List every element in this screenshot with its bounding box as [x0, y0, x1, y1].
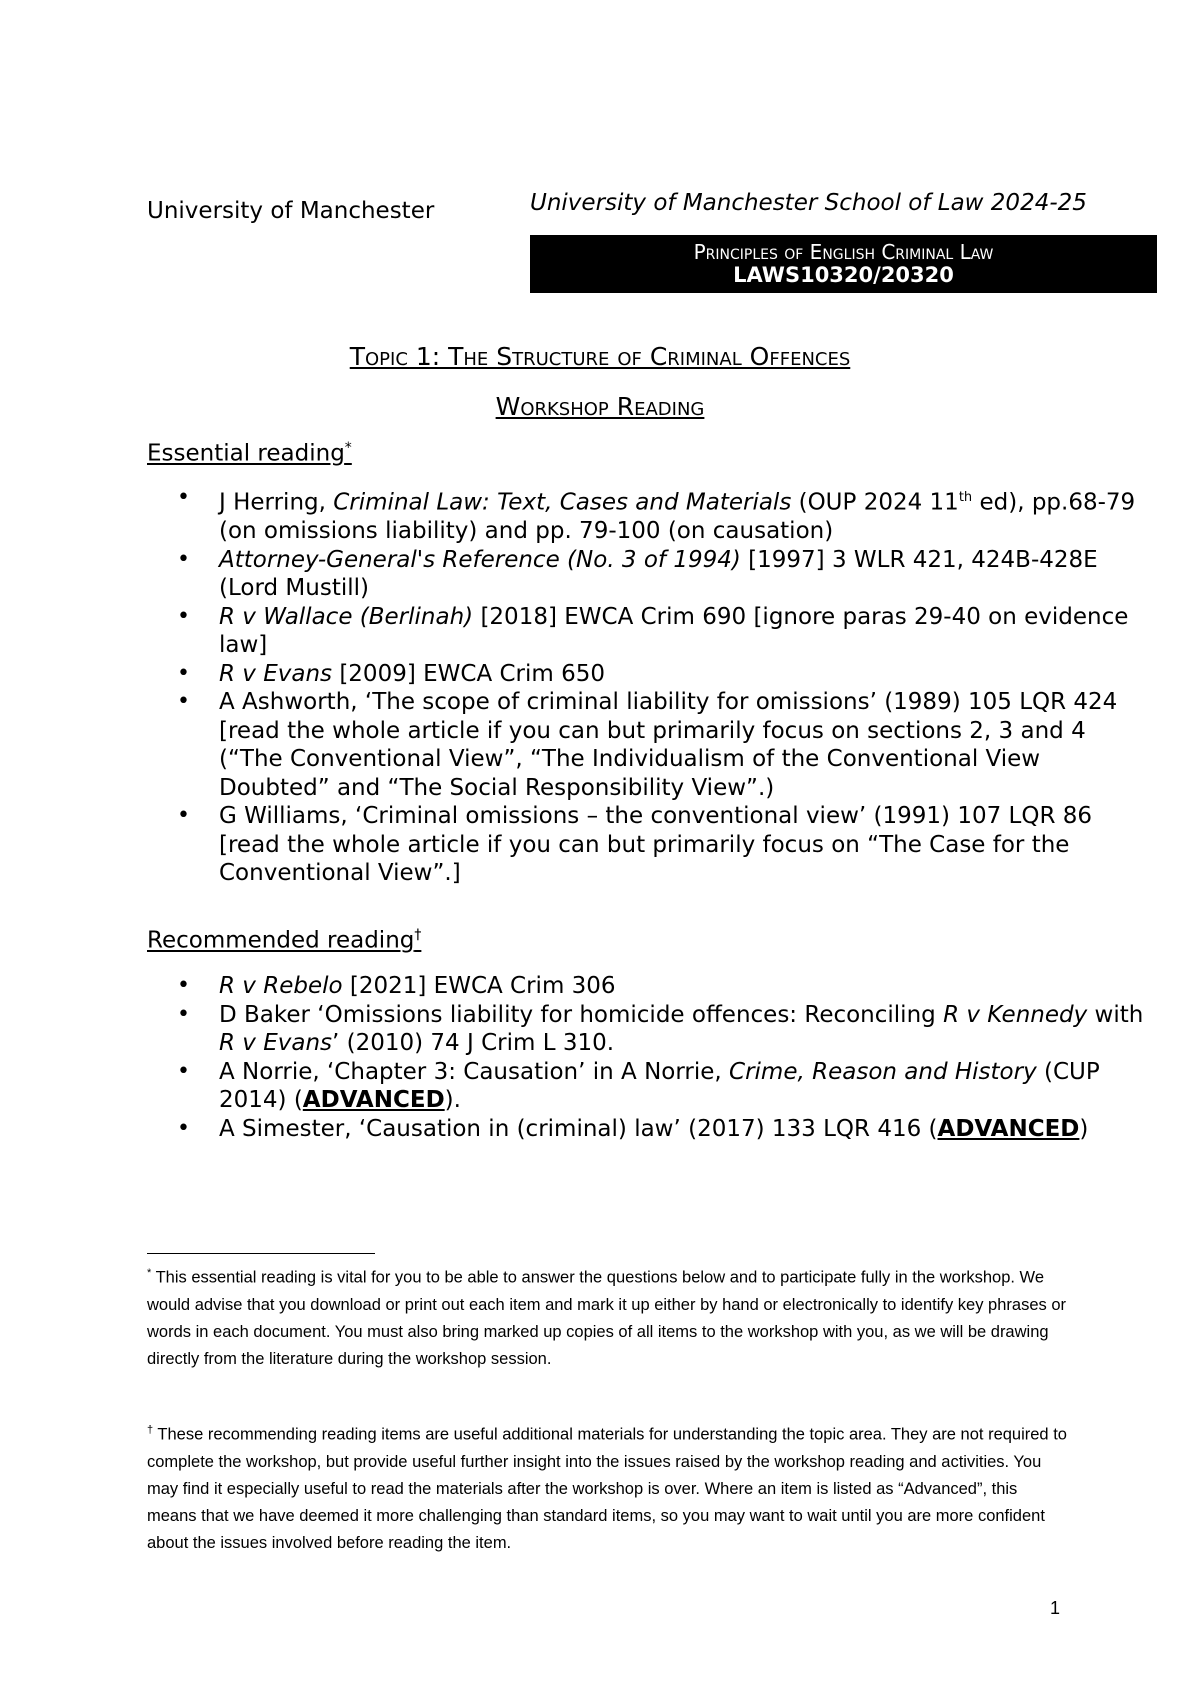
list-item: [219, 603, 1149, 660]
item-text: [2009] EWCA Crim 650: [332, 660, 606, 687]
list-item: [219, 484, 1149, 546]
item-text: D Baker ‘Omissions liability for homicide offences: Reconciling: [219, 1001, 944, 1028]
course-banner: [530, 235, 1157, 293]
footnote-essential: [147, 1260, 1067, 1373]
item-text: with: [1087, 1001, 1144, 1028]
recommended-reading-heading: [147, 927, 421, 954]
item-text: ed), pp.68-79 (on omissions liability) and pp. 79-100 (on causation): [219, 489, 1136, 545]
advanced-label: ADVANCED: [937, 1115, 1080, 1142]
essential-heading-text: Essential reading: [147, 440, 345, 467]
item-text: ).: [444, 1087, 461, 1113]
course-code: LAWS10320/20320: [733, 263, 954, 287]
item-title: Crime, Reason and History: [729, 1058, 1037, 1085]
list-item: [219, 688, 1149, 802]
item-title: Attorney-General's Reference (No. 3 of 1994): [219, 546, 741, 573]
workshop-title: Workshop Reading: [495, 392, 705, 421]
item-title: R v Rebelo: [219, 973, 343, 999]
page-number: 1: [1050, 1598, 1061, 1618]
footnote-recommended: [147, 1417, 1067, 1557]
item-text: [2021] EWCA Crim 306: [342, 973, 616, 999]
item-text: [2018] EWCA Crim 690 [ignore paras 29-40 on evidence law]: [219, 603, 1129, 659]
item-text: A Ashworth, ‘The scope of criminal liability for omissions’ (1989) 105 LQR 424 [read the whole article if you can but primarily focus on sections 2, 3 and 4 (“The Conventional View”, “The Individualism of the Conventional View Doubted” and “The Social Responsibility View”.): [219, 689, 1118, 801]
item-title: R v Wallace (Berlinah): [219, 603, 474, 630]
item-text: G Williams, ‘Criminal omissions – the conventional view’ (1991) 107 LQR 86 [read the whole article if you can but primarily focus on “The Case for the Conventional View”.]: [219, 803, 1093, 887]
footnote-marker: *: [147, 1267, 152, 1279]
footnote-text: This essential reading is vital for you to be able to answer the questions below and to participate fully in the workshop. We would advise that you download or print out each item and mark it up either by hand or electronically to identify key phrases or words in each document. You must also bring marked up copies of all items to the workshop with you, as we will be drawing directly from the literature during the workshop session.: [147, 1268, 1067, 1368]
header-university: University of Manchester: [147, 198, 435, 224]
essential-footnote-marker: *: [344, 440, 352, 456]
list-item: [219, 1058, 1149, 1115]
item-text: (CUP 2014) (: [219, 1058, 1100, 1113]
list-item: [219, 546, 1149, 603]
course-title: Principles of English Criminal Law: [693, 240, 994, 264]
list-item: [219, 1115, 1149, 1144]
item-text: [1997] 3 WLR 421, 424B-428E (Lord Mustill): [219, 546, 1098, 602]
footnote-separator: [147, 1253, 375, 1254]
item-title: R v Evans: [219, 660, 333, 687]
header-school-year: University of Manchester School of Law 2024-25: [530, 190, 1087, 216]
topic-title: Topic 1: The Structure of Criminal Offences: [349, 342, 851, 371]
list-item: [219, 972, 1149, 1001]
item-text: A Norrie, ‘Chapter 3: Causation’ in A Norrie,: [219, 1058, 730, 1085]
footnote-text: These recommending reading items are useful additional materials for understanding the topic area. They are not required to complete the workshop, but provide useful further insight into the issues raised by the workshop reading and activities. You may find it especially useful to read the materials after the workshop is over. Where an item is listed as “Advanced”, this means that we have deemed it more challenging than standard items, so you may want to wait until you are more confident about the issues involved before reading the item.: [147, 1425, 1067, 1552]
item-text: A Simester, ‘Causation in (criminal) law’ (2017) 133 LQR 416 (: [219, 1115, 938, 1142]
recommended-heading-text: Recommended reading: [147, 927, 415, 954]
recommended-footnote-marker: †: [414, 927, 422, 943]
essential-reading-heading: [147, 440, 352, 467]
item-text: J Herring,: [219, 489, 334, 516]
item-title: R v Kennedy: [943, 1001, 1088, 1028]
advanced-label: ADVANCED: [302, 1087, 445, 1113]
list-item: [219, 1001, 1149, 1058]
essential-reading-list: [147, 484, 1149, 888]
footnote-marker: †: [147, 1424, 154, 1436]
item-title: R v Evans: [219, 1030, 333, 1056]
item-title: Criminal Law: Text, Cases and Materials: [333, 489, 792, 516]
list-item: [219, 660, 1149, 689]
item-text: ): [1079, 1115, 1089, 1142]
recommended-reading-list: [147, 972, 1149, 1143]
item-text: ’ (2010) 74 J Crim L 310.: [332, 1030, 615, 1056]
list-item: [219, 802, 1149, 888]
item-superscript: th: [958, 490, 973, 505]
item-text: (OUP 2024 11: [791, 489, 959, 516]
